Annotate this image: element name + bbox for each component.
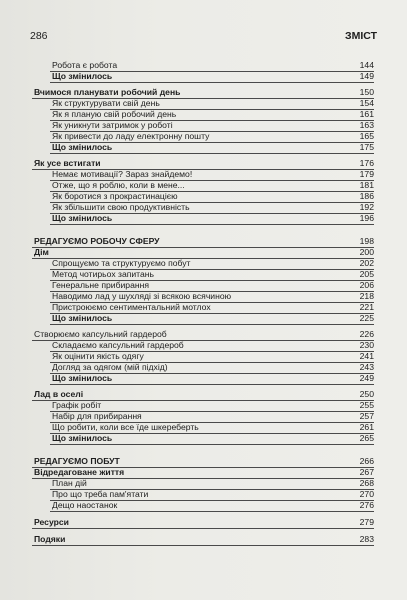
toc-entry: [30, 213, 374, 223]
toc-entry-page: 192: [359, 202, 374, 212]
toc-entry-page: 266: [359, 456, 374, 466]
toc-entry: [30, 340, 374, 350]
toc-leader-line: [50, 444, 374, 445]
toc-entry: [30, 500, 374, 510]
toc-entry: [30, 422, 374, 432]
toc-leader-line: [50, 82, 374, 83]
toc-entry: [30, 280, 374, 290]
toc-entry-page: 196: [359, 213, 374, 223]
toc-entry-title: Метод чотирьох запитань: [52, 269, 155, 279]
toc-entry-page: 283: [359, 534, 374, 544]
toc-entry-page: 179: [359, 169, 374, 179]
toc-entry: [30, 351, 374, 361]
toc-entry-title: Що змінилось: [52, 71, 113, 81]
toc-entry-page: 198: [359, 236, 374, 246]
toc-entry-title: Як привести до ладу електронну пошту: [52, 131, 210, 141]
toc-entry-title: Що змінилось: [52, 142, 113, 152]
toc-entry-title: Що змінилось: [52, 433, 113, 443]
toc-entry: [30, 142, 374, 152]
toc-entry-page: 261: [359, 422, 374, 432]
toc-entry-page: 161: [359, 109, 374, 119]
toc-entry-page: 267: [359, 467, 374, 477]
toc-entry-title: Відредаговане життя: [34, 467, 125, 477]
toc-entry-title: Спрощуємо та структуруємо побут: [52, 258, 191, 268]
toc-entry-page: 255: [359, 400, 374, 410]
toc-entry-page: 165: [359, 131, 374, 141]
toc-entry-page: 205: [359, 269, 374, 279]
toc-entry-page: 154: [359, 98, 374, 108]
toc-entry: [30, 202, 374, 212]
toc-entry: [30, 489, 374, 499]
toc-entry: [30, 411, 374, 421]
toc-entry-title: Графік робіт: [52, 400, 102, 410]
toc-entry-page: 163: [359, 120, 374, 130]
toc-entry: [30, 98, 374, 108]
toc-entry-page: 186: [359, 191, 374, 201]
toc-entry-title: Дещо наостанок: [52, 500, 118, 510]
toc-entry: [30, 467, 374, 477]
toc-entry-title: Про що треба пам'ятати: [52, 489, 149, 499]
toc-entry: [30, 120, 374, 130]
toc-entry-page: 221: [359, 302, 374, 312]
toc-entry-title: Пристроюємо сентиментальний мотлох: [52, 302, 211, 312]
toc-entry-page: 268: [359, 478, 374, 488]
toc-entry: [30, 169, 374, 179]
toc-leader-line: [32, 528, 374, 529]
toc-entry-title: Генеральне прибирання: [52, 280, 150, 290]
toc-entry: [30, 247, 374, 257]
toc-entry-title: Лад в оселі: [34, 389, 84, 399]
toc-leader-line: [50, 384, 374, 385]
toc-entry-title: Як усе встигати: [34, 158, 101, 168]
toc-entry-title: Складаємо капсульний гардероб: [52, 340, 184, 350]
toc-entry-title: Наводимо лад у шухляді зі всякою всячиною: [52, 291, 232, 301]
toc-entry: [30, 71, 374, 81]
toc-entry-title: Дім: [34, 247, 49, 257]
toc-entry-page: 241: [359, 351, 374, 361]
toc-entry: [30, 373, 374, 383]
toc-entry: [30, 389, 374, 399]
toc-entry: [30, 180, 374, 190]
toc-entry: [30, 191, 374, 201]
toc-entry: [30, 236, 374, 246]
toc-entry-title: Що змінилось: [52, 313, 113, 323]
toc-entry-page: 218: [359, 291, 374, 301]
toc-entry: [30, 400, 374, 410]
toc-entry-title: Як боротися з прокрастинацією: [52, 191, 178, 201]
toc-entry-title: РЕДАГУЄМО ПОБУТ: [34, 456, 120, 466]
page-header: [30, 30, 377, 42]
toc-entry-page: 149: [359, 71, 374, 81]
toc-entry-title: Як структурувати свій день: [52, 98, 160, 108]
toc-entry-page: 200: [359, 247, 374, 257]
toc-entry-page: 226: [359, 329, 374, 339]
toc-entry: [30, 329, 374, 339]
toc-entry-page: 270: [359, 489, 374, 499]
toc-leader-line: [50, 324, 374, 325]
toc-entry-page: 225: [359, 313, 374, 323]
toc-leader-line: [50, 511, 374, 512]
toc-entry-title: Як збільшити свою продуктивність: [52, 202, 190, 212]
toc-entry: [30, 60, 374, 70]
toc-entry-title: Що змінилось: [52, 373, 113, 383]
toc-entry-page: 249: [359, 373, 374, 383]
toc-entry: [30, 456, 374, 466]
toc-entry: [30, 158, 374, 168]
toc-entry-title: Догляд за одягом (мій підхід): [52, 362, 168, 372]
toc-leader-line: [50, 224, 374, 225]
toc-entry: [30, 313, 374, 323]
toc-entry-page: 276: [359, 500, 374, 510]
toc-entry: [30, 362, 374, 372]
toc-entry-title: Що змінилось: [52, 213, 113, 223]
toc-leader-line: [50, 153, 374, 154]
toc-entry-title: Вчимося планувати робочий день: [34, 87, 181, 97]
toc-entry: [30, 302, 374, 312]
toc-entry-title: План дій: [52, 478, 87, 488]
toc-entry-page: 144: [359, 60, 374, 70]
toc-entry-page: 257: [359, 411, 374, 421]
toc-entry: [30, 433, 374, 443]
toc-entry-title: Отже, що я роблю, коли в мене...: [52, 180, 185, 190]
toc-entry-page: 230: [359, 340, 374, 350]
toc-entry-title: Створюємо капсульний гардероб: [34, 329, 167, 339]
toc-entry: [30, 517, 374, 527]
toc-leader-line: [32, 545, 374, 546]
toc-entry-page: 181: [359, 180, 374, 190]
toc-entry-title: Немає мотивації? Зараз знайдемо!: [52, 169, 193, 179]
toc-entry-page: 206: [359, 280, 374, 290]
toc-entry-title: Що робити, коли все їде шкереберть: [52, 422, 199, 432]
toc-entry: [30, 269, 374, 279]
toc-entry-title: Як я планую свій робочий день: [52, 109, 177, 119]
toc-entry-page: 176: [359, 158, 374, 168]
toc-entry-title: РЕДАГУЄМО РОБОЧУ СФЕРУ: [34, 236, 160, 246]
toc-entry-page: 243: [359, 362, 374, 372]
toc-entry: [30, 258, 374, 268]
toc-entry-page: 202: [359, 258, 374, 268]
toc-entry-page: 150: [359, 87, 374, 97]
toc-entry: [30, 87, 374, 97]
toc-entry: [30, 534, 374, 544]
toc-entry-page: 265: [359, 433, 374, 443]
toc-entry-title: Набір для прибирання: [52, 411, 142, 421]
toc-entry-title: Робота є робота: [52, 60, 118, 70]
toc-entry-title: Ресурси: [34, 517, 69, 527]
toc-entry: [30, 291, 374, 301]
toc-entry: [30, 131, 374, 141]
page-number: 286: [30, 30, 48, 42]
toc-entry-page: 250: [359, 389, 374, 399]
toc-entry-page: 175: [359, 142, 374, 152]
toc-entry-title: Подяки: [34, 534, 66, 544]
toc-entry-title: Як оцінити якість одягу: [52, 351, 144, 361]
page-title: ЗМІСТ: [345, 30, 377, 42]
toc-entry: [30, 109, 374, 119]
toc-entry: [30, 478, 374, 488]
toc-entry-title: Як уникнути затримок у роботі: [52, 120, 173, 130]
toc-entry-page: 279: [359, 517, 374, 527]
